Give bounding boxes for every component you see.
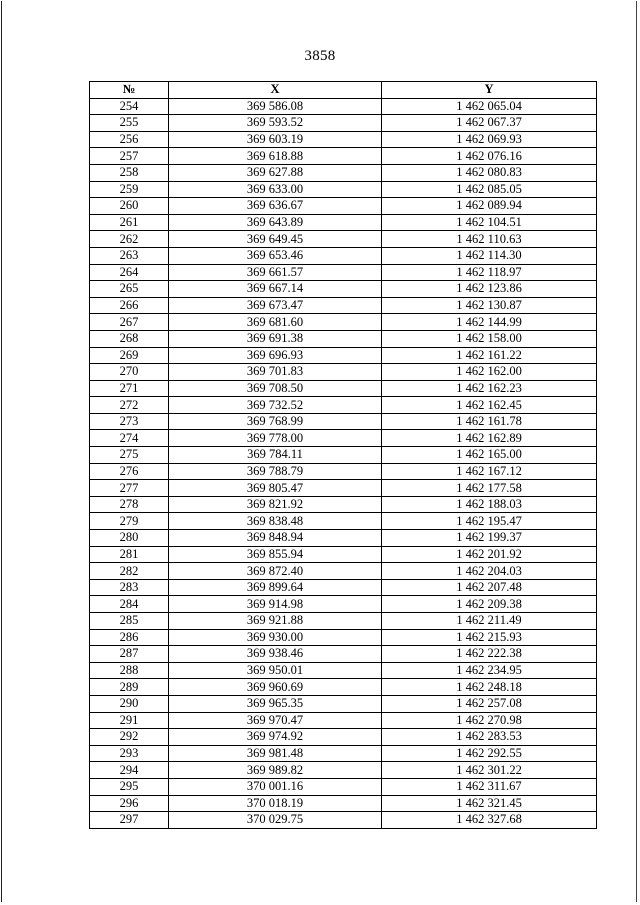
cell-x: 369 593.52 [169, 115, 382, 132]
cell-y: 1 462 177.58 [382, 480, 597, 497]
cell-y: 1 462 257.08 [382, 695, 597, 712]
page-number: 3858 [304, 48, 336, 64]
cell-x: 369 627.88 [169, 164, 382, 181]
cell-y: 1 462 065.04 [382, 98, 597, 115]
cell-number: 274 [90, 430, 169, 447]
cell-y: 1 462 201.92 [382, 546, 597, 563]
cell-number: 254 [90, 98, 169, 115]
cell-x: 369 667.14 [169, 281, 382, 298]
cell-x: 369 708.50 [169, 380, 382, 397]
cell-y: 1 462 085.05 [382, 181, 597, 198]
table-row [90, 629, 597, 646]
cell-x: 369 838.48 [169, 513, 382, 530]
cell-x: 369 914.98 [169, 596, 382, 613]
cell-number: 295 [90, 778, 169, 795]
table-header [90, 82, 597, 99]
table-row [90, 579, 597, 596]
table-row [90, 148, 597, 165]
table-row [90, 596, 597, 613]
table-row [90, 380, 597, 397]
cell-x: 369 848.94 [169, 530, 382, 547]
cell-y: 1 462 311.67 [382, 778, 597, 795]
cell-y: 1 462 211.49 [382, 613, 597, 630]
table-row [90, 314, 597, 331]
cell-number: 260 [90, 198, 169, 215]
table-row [90, 330, 597, 347]
cell-x: 369 938.46 [169, 646, 382, 663]
cell-number: 279 [90, 513, 169, 530]
table-row [90, 762, 597, 779]
cell-y: 1 462 283.53 [382, 729, 597, 746]
cell-number: 256 [90, 131, 169, 148]
cell-y: 1 462 292.55 [382, 745, 597, 762]
cell-y: 1 462 162.23 [382, 380, 597, 397]
cell-number: 265 [90, 281, 169, 298]
table-row [90, 662, 597, 679]
cell-y: 1 462 199.37 [382, 530, 597, 547]
table-row [90, 812, 597, 829]
cell-number: 275 [90, 447, 169, 464]
cell-y: 1 462 248.18 [382, 679, 597, 696]
table-row [90, 364, 597, 381]
cell-y: 1 462 204.03 [382, 563, 597, 580]
cell-number: 286 [90, 629, 169, 646]
table-row [90, 264, 597, 281]
cell-y: 1 462 118.97 [382, 264, 597, 281]
table-row [90, 496, 597, 513]
cell-x: 370 001.16 [169, 778, 382, 795]
cell-y: 1 462 114.30 [382, 247, 597, 264]
cell-x: 369 649.45 [169, 231, 382, 248]
table-row [90, 712, 597, 729]
cell-y: 1 462 234.95 [382, 662, 597, 679]
table-row [90, 413, 597, 430]
table-row [90, 513, 597, 530]
cell-x: 370 029.75 [169, 812, 382, 829]
cell-number: 271 [90, 380, 169, 397]
table-row [90, 745, 597, 762]
cell-number: 276 [90, 463, 169, 480]
table-row [90, 347, 597, 364]
cell-x: 369 618.88 [169, 148, 382, 165]
cell-number: 261 [90, 214, 169, 231]
column-header-x: X [169, 82, 382, 99]
cell-x: 369 696.93 [169, 347, 382, 364]
cell-y: 1 462 104.51 [382, 214, 597, 231]
table-row [90, 281, 597, 298]
cell-number: 269 [90, 347, 169, 364]
cell-y: 1 462 158.00 [382, 330, 597, 347]
cell-x: 369 691.38 [169, 330, 382, 347]
table-row [90, 695, 597, 712]
cell-x: 369 970.47 [169, 712, 382, 729]
cell-y: 1 462 162.00 [382, 364, 597, 381]
table-row [90, 563, 597, 580]
cell-number: 283 [90, 579, 169, 596]
table-row [90, 397, 597, 414]
cell-x: 369 960.69 [169, 679, 382, 696]
table-row [90, 729, 597, 746]
cell-number: 266 [90, 297, 169, 314]
cell-x: 369 899.64 [169, 579, 382, 596]
cell-x: 369 661.57 [169, 264, 382, 281]
cell-y: 1 462 301.22 [382, 762, 597, 779]
cell-number: 273 [90, 413, 169, 430]
table-row [90, 131, 597, 148]
table-row [90, 115, 597, 132]
table-row [90, 247, 597, 264]
cell-x: 369 784.11 [169, 447, 382, 464]
cell-x: 369 981.48 [169, 745, 382, 762]
cell-number: 291 [90, 712, 169, 729]
cell-y: 1 462 110.63 [382, 231, 597, 248]
cell-number: 292 [90, 729, 169, 746]
cell-x: 369 989.82 [169, 762, 382, 779]
cell-x: 369 701.83 [169, 364, 382, 381]
cell-number: 262 [90, 231, 169, 248]
cell-y: 1 462 167.12 [382, 463, 597, 480]
cell-x: 369 586.08 [169, 98, 382, 115]
cell-number: 258 [90, 164, 169, 181]
cell-x: 369 965.35 [169, 695, 382, 712]
cell-y: 1 462 165.00 [382, 447, 597, 464]
column-header-y: Y [382, 82, 597, 99]
cell-x: 369 768.99 [169, 413, 382, 430]
cell-number: 297 [90, 812, 169, 829]
cell-y: 1 462 123.86 [382, 281, 597, 298]
cell-y: 1 462 215.93 [382, 629, 597, 646]
cell-y: 1 462 080.83 [382, 164, 597, 181]
cell-x: 369 921.88 [169, 613, 382, 630]
cell-number: 282 [90, 563, 169, 580]
cell-y: 1 462 161.78 [382, 413, 597, 430]
cell-y: 1 462 188.03 [382, 496, 597, 513]
cell-x: 369 974.92 [169, 729, 382, 746]
table-row [90, 530, 597, 547]
table-row [90, 297, 597, 314]
table-row [90, 164, 597, 181]
column-header-number: № [90, 82, 169, 99]
cell-number: 280 [90, 530, 169, 547]
table-row [90, 795, 597, 812]
cell-y: 1 462 321.45 [382, 795, 597, 812]
cell-y: 1 462 130.87 [382, 297, 597, 314]
table-row [90, 447, 597, 464]
cell-x: 369 805.47 [169, 480, 382, 497]
cell-number: 264 [90, 264, 169, 281]
cell-number: 270 [90, 364, 169, 381]
cell-number: 287 [90, 646, 169, 663]
table-row [90, 231, 597, 248]
cell-y: 1 462 076.16 [382, 148, 597, 165]
table-row [90, 181, 597, 198]
table-row [90, 214, 597, 231]
table-row [90, 198, 597, 215]
cell-x: 369 778.00 [169, 430, 382, 447]
cell-x: 369 636.67 [169, 198, 382, 215]
table-row [90, 646, 597, 663]
table-row [90, 679, 597, 696]
cell-number: 277 [90, 480, 169, 497]
cell-x: 369 872.40 [169, 563, 382, 580]
cell-y: 1 462 144.99 [382, 314, 597, 331]
cell-x: 369 603.19 [169, 131, 382, 148]
cell-x: 369 732.52 [169, 397, 382, 414]
cell-number: 257 [90, 148, 169, 165]
table-body [90, 98, 597, 828]
table-row [90, 463, 597, 480]
cell-x: 369 855.94 [169, 546, 382, 563]
table-row [90, 430, 597, 447]
cell-number: 294 [90, 762, 169, 779]
cell-y: 1 462 161.22 [382, 347, 597, 364]
table-row [90, 613, 597, 630]
cell-x: 369 673.47 [169, 297, 382, 314]
cell-number: 281 [90, 546, 169, 563]
table-row [90, 480, 597, 497]
table-row [90, 778, 597, 795]
cell-y: 1 462 089.94 [382, 198, 597, 215]
cell-number: 278 [90, 496, 169, 513]
cell-y: 1 462 069.93 [382, 131, 597, 148]
table-row [90, 98, 597, 115]
cell-y: 1 462 067.37 [382, 115, 597, 132]
cell-x: 369 950.01 [169, 662, 382, 679]
cell-number: 268 [90, 330, 169, 347]
cell-y: 1 462 207.48 [382, 579, 597, 596]
cell-x: 369 681.60 [169, 314, 382, 331]
cell-x: 369 788.79 [169, 463, 382, 480]
cell-x: 369 653.46 [169, 247, 382, 264]
cell-number: 255 [90, 115, 169, 132]
cell-number: 296 [90, 795, 169, 812]
cell-x: 370 018.19 [169, 795, 382, 812]
cell-x: 369 633.00 [169, 181, 382, 198]
cell-y: 1 462 270.98 [382, 712, 597, 729]
table-row [90, 546, 597, 563]
cell-number: 285 [90, 613, 169, 630]
cell-y: 1 462 222.38 [382, 646, 597, 663]
cell-y: 1 462 327.68 [382, 812, 597, 829]
cell-number: 293 [90, 745, 169, 762]
cell-number: 259 [90, 181, 169, 198]
cell-y: 1 462 162.89 [382, 430, 597, 447]
cell-number: 290 [90, 695, 169, 712]
cell-x: 369 930.00 [169, 629, 382, 646]
cell-number: 284 [90, 596, 169, 613]
cell-number: 288 [90, 662, 169, 679]
cell-y: 1 462 209.38 [382, 596, 597, 613]
cell-number: 263 [90, 247, 169, 264]
cell-x: 369 821.92 [169, 496, 382, 513]
cell-y: 1 462 195.47 [382, 513, 597, 530]
coordinates-table [89, 81, 597, 829]
cell-number: 272 [90, 397, 169, 414]
cell-x: 369 643.89 [169, 214, 382, 231]
cell-number: 289 [90, 679, 169, 696]
cell-y: 1 462 162.45 [382, 397, 597, 414]
cell-number: 267 [90, 314, 169, 331]
header-row [90, 82, 597, 99]
